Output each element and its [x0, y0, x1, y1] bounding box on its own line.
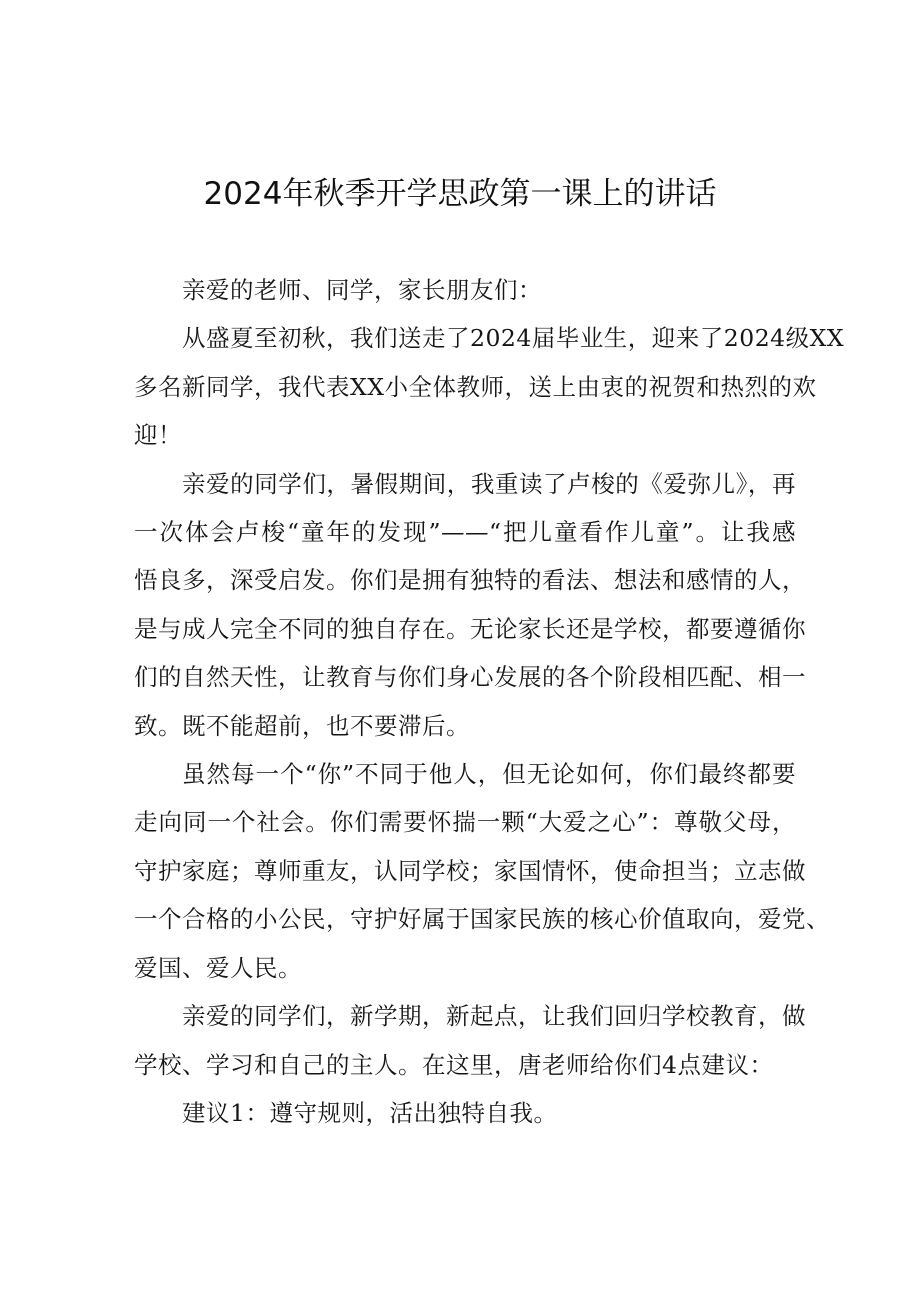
paragraph-line: 亲爱的同学们，暑假期间，我重读了卢梭的《爱弥儿》，再 — [182, 469, 796, 498]
paragraph-line: 走向同一个社会。你们需要怀揣一颗“大爱之心”：尊敬父母， — [134, 808, 796, 837]
paragraph-rousseau — [134, 460, 806, 750]
paragraph-suggestion-1 — [134, 1089, 796, 1137]
paragraph-line: 亲爱的同学们，新学期，新起点，让我们回归学校教育，做 — [182, 1002, 806, 1031]
paragraph-line: 一个合格的小公民，守护好属于国家民族的核心价值取向，爱党、 — [134, 905, 830, 934]
paragraph-line: 学校、学习和自己的主人。在这里，唐老师给你们4点建议： — [134, 1050, 774, 1079]
paragraph-line: 守护家庭；尊师重友，认同学校；家国情怀，使命担当；立志做 — [134, 856, 806, 885]
paragraph-line: 建议1：遵守规则，活出独特自我。 — [182, 1098, 558, 1127]
document-title: 2024年秋季开学思政第一课上的讲话 — [203, 176, 717, 212]
paragraph-greeting — [134, 266, 796, 314]
paragraph-line: 致。既不能超前，也不要滞后。 — [134, 711, 470, 740]
paragraph-line: 多名新同学，我代表XX小全体教师，送上由衷的祝贺和热烈的欢 — [134, 372, 817, 401]
paragraph-welcome — [134, 314, 845, 459]
paragraph-line: 悟良多，深受启发。你们是拥有独特的看法、想法和感情的人， — [134, 566, 806, 595]
paragraph-line: 亲爱的老师、同学，家长朋友们： — [182, 276, 542, 304]
paragraph-line: 们的自然天性，让教育与你们身心发展的各个阶段相匹配、相一 — [134, 663, 806, 692]
paragraph-society — [134, 750, 830, 992]
paragraph-line: 一次体会卢梭“童年的发现”——“把儿童看作儿童”。让我感 — [134, 518, 796, 547]
paragraph-new-semester — [134, 992, 806, 1089]
paragraph-line: 迎！ — [134, 421, 182, 450]
paragraph-line: 从盛夏至初秋，我们送走了2024届毕业生，迎来了2024级XX — [182, 324, 845, 353]
document-body — [134, 266, 845, 1137]
paragraph-line: 是与成人完全不同的独自存在。无论家长还是学校，都要遵循你 — [134, 614, 806, 643]
paragraph-line: 爱国、爱人民。 — [134, 953, 302, 982]
paragraph-line: 虽然每一个“你”不同于他人，但无论如何，你们最终都要 — [182, 760, 796, 789]
